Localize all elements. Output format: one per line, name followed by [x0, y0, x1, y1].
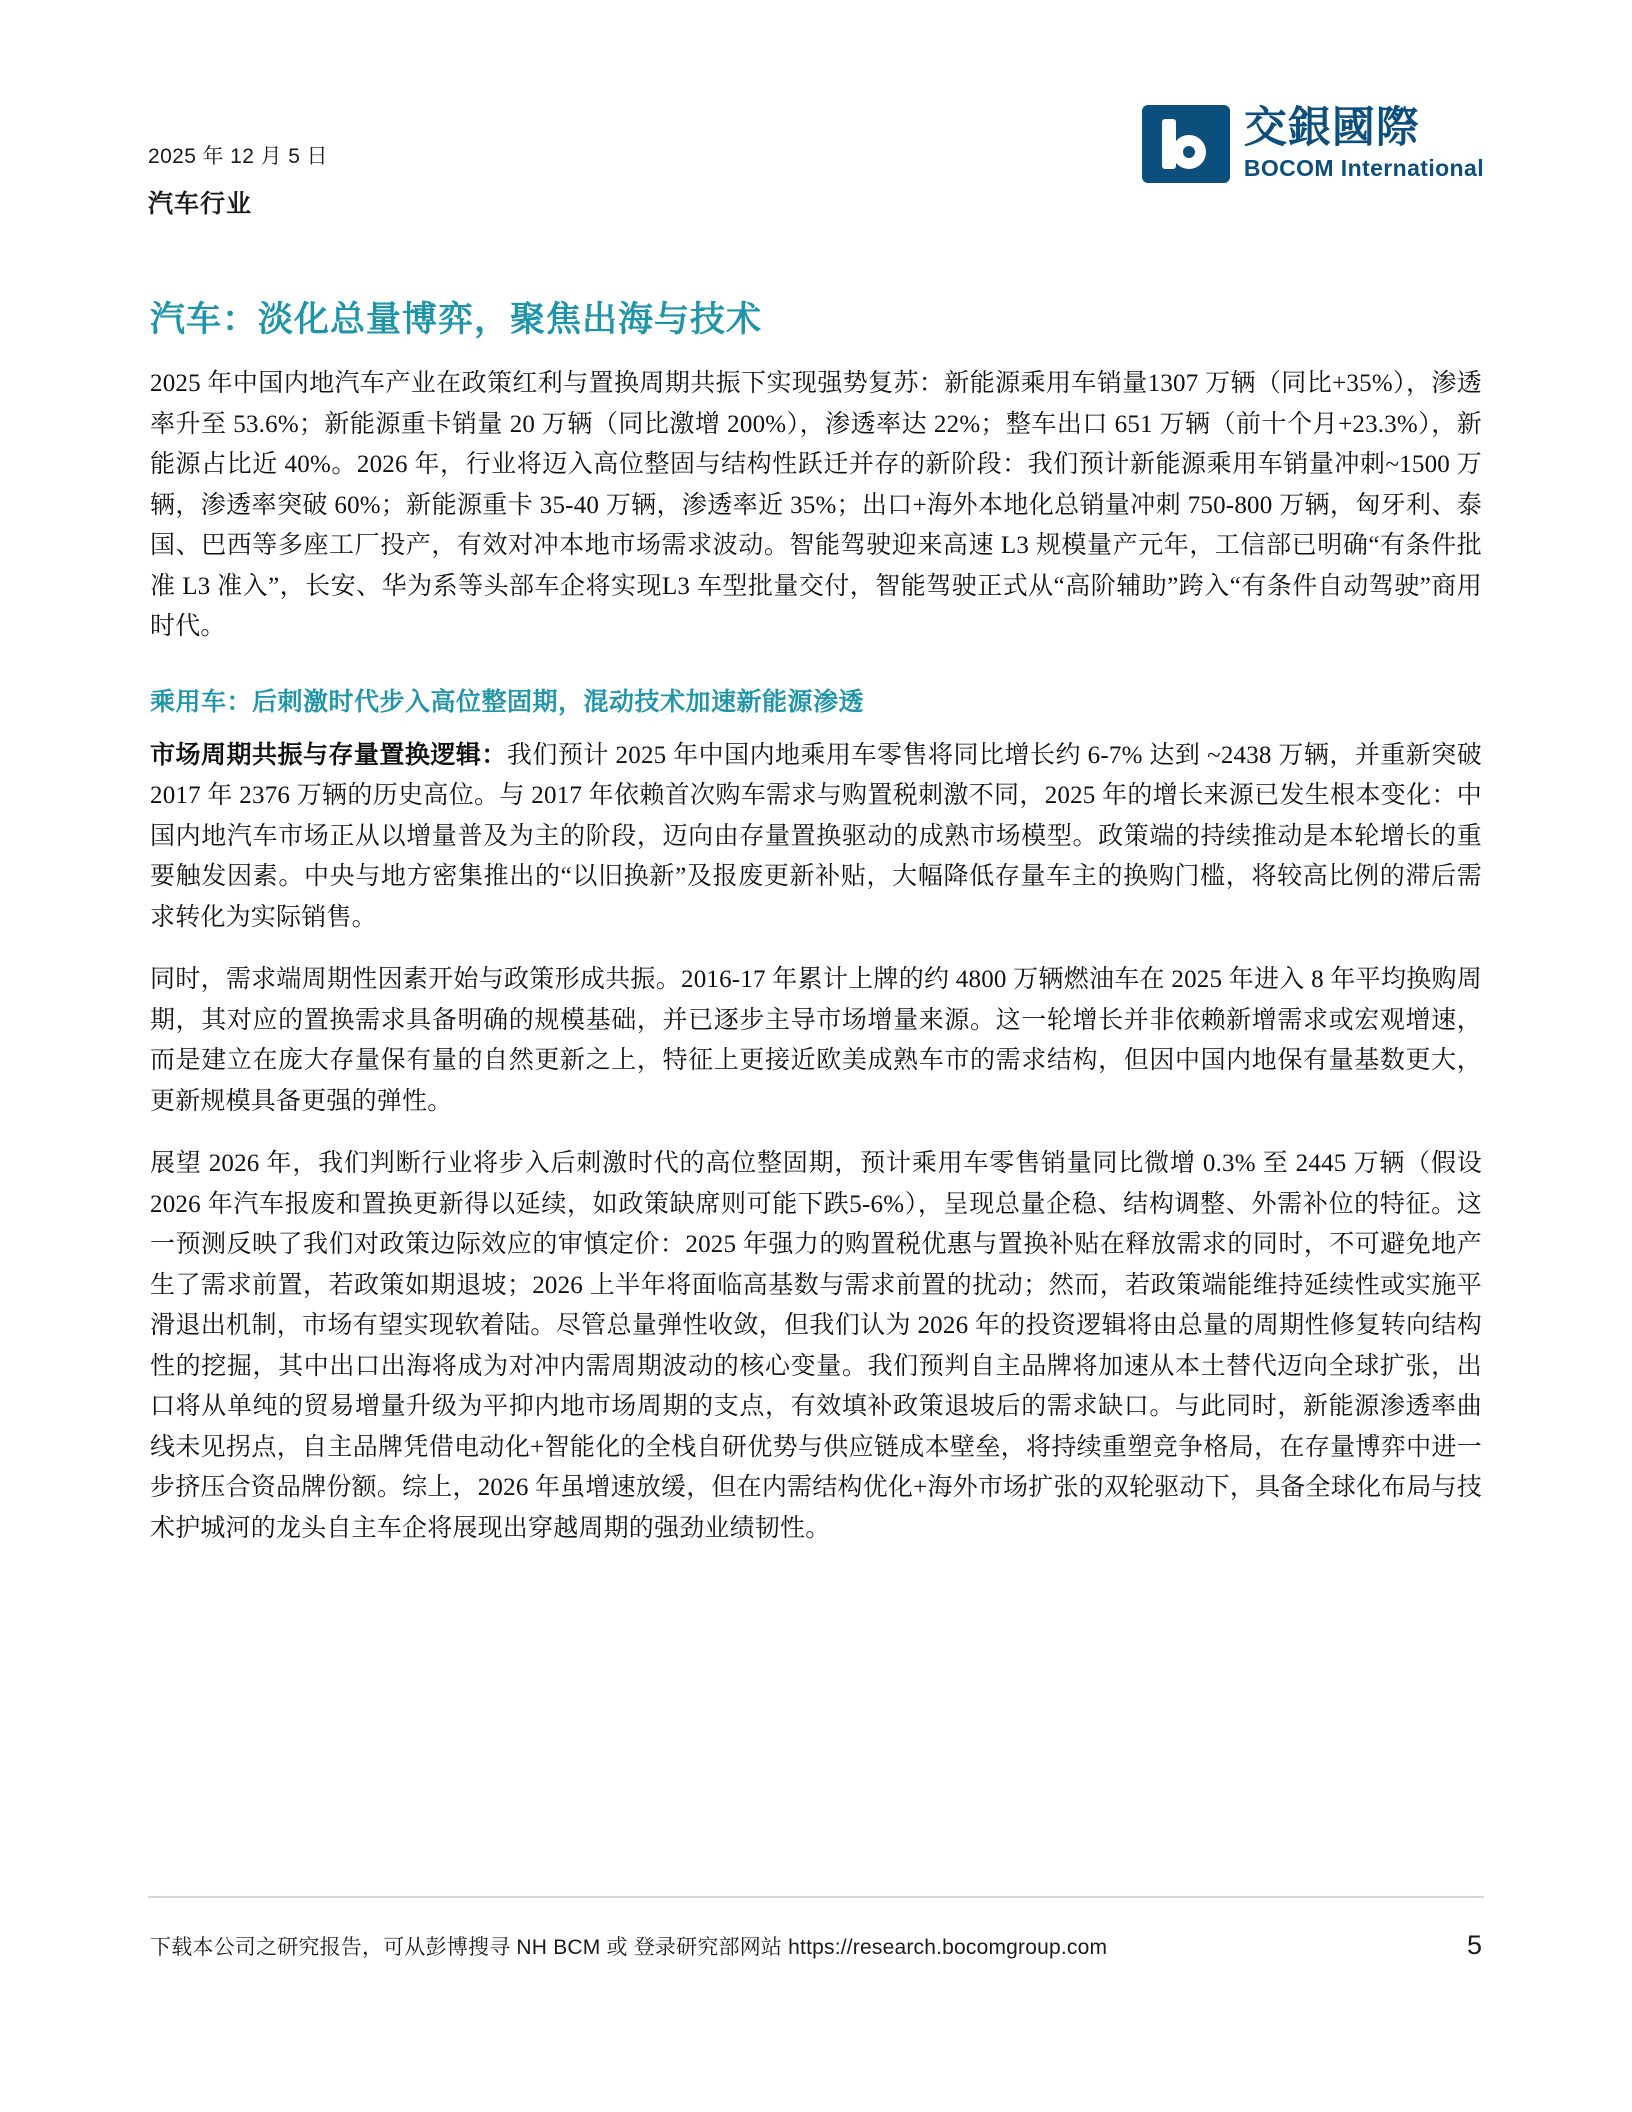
footer-divider	[148, 1896, 1484, 1898]
document-body	[150, 292, 1482, 1549]
report-date: 2025 年 12 月 5 日	[148, 145, 328, 168]
section-heading: 乘用车：后刺激时代步入高位整固期，混动技术加速新能源渗透	[150, 687, 865, 716]
intro-paragraph: 2025 年中国内地汽车产业在政策红利与置换周期共振下实现强势复苏：新能源乘用车销量1307 万辆（同比+35%），渗透率升至 53.6%；新能源重卡销量 20 万辆（同比激增 200%），渗透率达 22%；整车出口 651 万辆（前十个月+23.3%），新能源占比近 40%。2026 年，行业将迈入高位整固与结构性跃迁并存的新阶段：我们预计新能源乘用车销量冲刺~1500 万辆，渗透率突破 60%；新能源重卡 35-40 万辆，渗透率近 35%；出口+海外本地化总销量冲刺 750-800 万辆，匈牙利、泰国、巴西等多座工厂投产，有效对冲本地市场需求波动。智能驾驶迎来高速 L3 规模量产元年，工信部已明确“有条件批准 L3 准入”，长安、华为系等头部车企将实现L3 车型批量交付，智能驾驶正式从“高阶辅助”跨入“有条件自动驾驶”商用时代。	[150, 370, 1482, 640]
footer-note: 下载本公司之研究报告，可从彭博搜寻 NH BCM 或 登录研究部网站 https://research.bocomgroup.com	[150, 1936, 1108, 1959]
paragraph-text-1: 我们预计 2025 年中国内地乘用车零售将同比增长约 6-7% 达到 ~2438 万辆，并重新突破 2017 年 2376 万辆的历史高位。与 2017 年依赖首次购车需求与购置税刺激不同，2025 年的增长来源已发生根本变化：中国内地汽车市场正从以增量普及为主的阶段，迈向由存量置换驱动的成熟市场模型。政策端的持续推动是本轮增长的重要触发因素。中央与地方密集推出的“以旧换新”及报废更新补贴，大幅降低存量车主的换购门槛，将较高比例的滞后需求转化为实际销售。	[150, 741, 1482, 931]
body-paragraph-3	[150, 1144, 1482, 1549]
paragraph-lead-in-1: 市场周期共振与存量置换逻辑：	[150, 741, 507, 769]
page-header	[148, 105, 1484, 250]
bocom-logo-icon	[1142, 105, 1230, 183]
header-left-block	[148, 140, 328, 220]
page-title: 汽车：淡化总量博弈，聚焦出海与技术	[150, 300, 763, 339]
page-number: 5	[1466, 1930, 1482, 1960]
logo-english-name: BOCOM International	[1243, 154, 1484, 181]
industry-label: 汽车行业	[148, 190, 253, 218]
page-footer	[150, 1930, 1482, 1961]
bocom-logo	[1142, 105, 1484, 183]
logo-chinese-name: 交銀國際	[1243, 105, 1420, 153]
paragraph-text-3: 展望 2026 年，我们判断行业将步入后刺激时代的高位整固期，预计乘用车零售销量同比微增 0.3% 至 2445 万辆（假设 2026 年汽车报废和置换更新得以延续，如政策缺席则可能下跌5-6%），呈现总量企稳、结构调整、外需补位的特征。这一预测反映了我们对政策边际效应的审慎定价：2025 年强力的购置税优惠与置换补贴在释放需求的同时，不可避免地产生了需求前置，若政策如期退坡；2026 上半年将面临高基数与需求前置的扰动；然而，若政策端能维持延续性或实施平滑退出机制，市场有望实现软着陆。尽管总量弹性收敛，但我们认为 2026 年的投资逻辑将由总量的周期性修复转向结构性的挖掘，其中出口出海将成为对冲内需周期波动的核心变量。我们预判自主品牌将加速从本土替代迈向全球扩张，出口将从单纯的贸易增量升级为平抑内地市场周期的支点，有效填补政策退坡后的需求缺口。与此同时，新能源渗透率曲线未见拐点，自主品牌凭借电动化+智能化的全栈自研优势与供应链成本壁垒，将持续重塑竞争格局，在存量博弈中进一步挤压合资品牌份额。综上，2026 年虽增速放缓，但在内需结构优化+海外市场扩张的双轮驱动下，具备全球化布局与技术护城河的龙头自主车企将展现出穿越周期的强劲业绩韧性。	[150, 1150, 1482, 1542]
body-paragraph-2	[150, 960, 1482, 1122]
paragraph-text-2: 同时，需求端周期性因素开始与政策形成共振。2016-17 年累计上牌的约 4800 万辆燃油车在 2025 年进入 8 年平均换购周期，其对应的置换需求具备明确的规模基础，并已逐步主导市场增量来源。这一轮增长并非依赖新增需求或宏观增速，而是建立在庞大存量保有量的自然更新之上，特征上更接近欧美成熟车市的需求结构，但因中国内地保有量基数更大，更新规模具备更强的弹性。	[150, 966, 1482, 1115]
logo-text-block	[1244, 106, 1484, 181]
body-paragraph-1	[150, 736, 1482, 939]
